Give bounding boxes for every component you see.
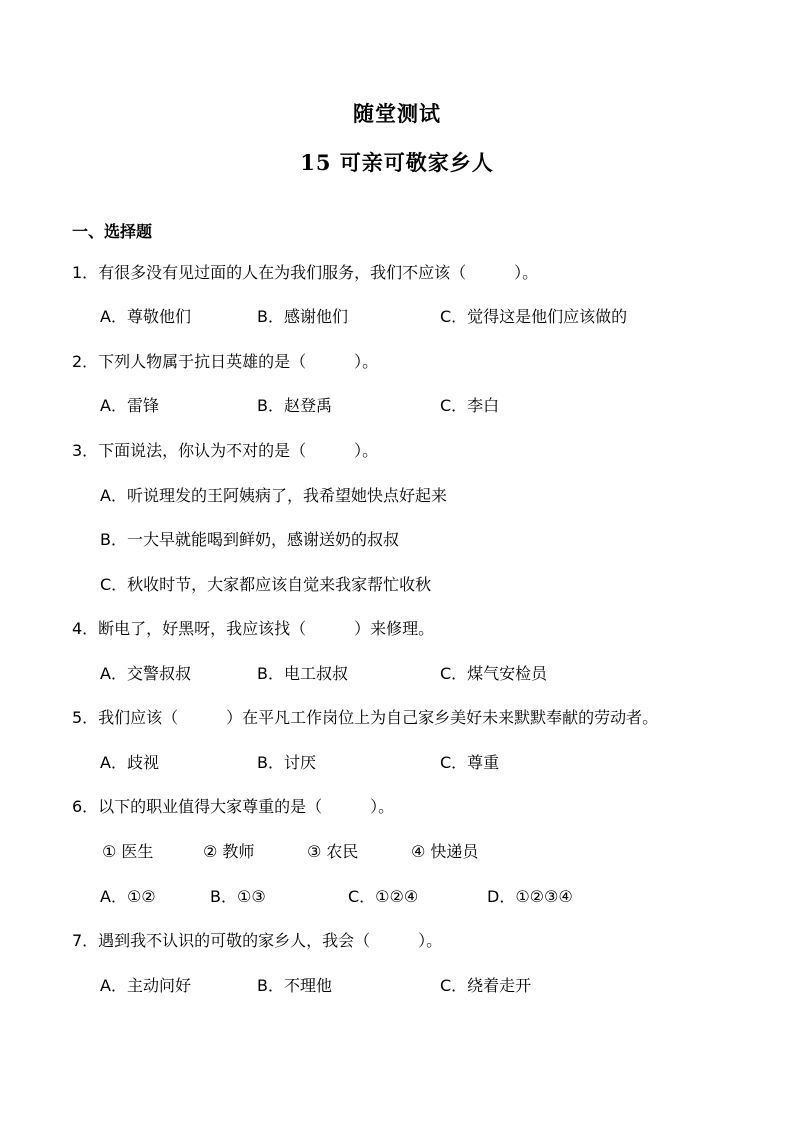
- question-6-options: [100, 887, 740, 907]
- question-2-option-c[interactable]: C．李白: [440, 396, 500, 415]
- question-4-option-c[interactable]: C．煤气安检员: [440, 664, 548, 683]
- question-4-options: [100, 664, 740, 684]
- question-5-option-b[interactable]: B．讨厌: [257, 753, 316, 772]
- question-6-item-4: ④ 快递员: [411, 842, 479, 861]
- question-3-option-a[interactable]: A．听说理发的王阿姨病了，我希望她快点好起来: [100, 486, 447, 505]
- question-6-option-d[interactable]: D．①②③④: [487, 887, 573, 906]
- question-4-option-b[interactable]: B．电工叔叔: [257, 664, 348, 683]
- question-6-items: [100, 842, 740, 862]
- question-2-option-b[interactable]: B．赵登禹: [257, 396, 332, 415]
- question-2-options: [100, 396, 740, 416]
- question-7-option-a[interactable]: A．主动问好: [100, 976, 191, 995]
- question-7-stem: 7．遇到我不认识的可敬的家乡人，我会（ ）。: [72, 931, 443, 950]
- question-3-option-c[interactable]: C．秋收时节，大家都应该自觉来我家帮忙收秋: [100, 575, 432, 594]
- question-7-option-c[interactable]: C．绕着走开: [440, 976, 532, 995]
- section-heading: 一、选择题: [72, 222, 153, 241]
- question-6-item-2: ② 教师: [203, 842, 255, 861]
- question-5-option-a[interactable]: A．歧视: [100, 753, 159, 772]
- question-6-item-1: ① 医生: [102, 842, 154, 861]
- question-7-option-b[interactable]: B．不理他: [257, 976, 332, 995]
- question-1-option-a[interactable]: A．尊敬他们: [100, 307, 191, 326]
- question-1-option-b[interactable]: B．感谢他们: [257, 307, 348, 326]
- question-3-option-b[interactable]: B．一大早就能喝到鲜奶，感谢送奶的叔叔: [100, 530, 399, 549]
- question-4-option-a[interactable]: A．交警叔叔: [100, 664, 191, 683]
- question-2-option-a[interactable]: A．雷锋: [100, 396, 159, 415]
- question-7-options: [100, 976, 740, 996]
- page-title: 随堂测试: [353, 101, 441, 126]
- question-5-options: [100, 753, 740, 773]
- question-6-option-b[interactable]: B．①③: [210, 887, 266, 906]
- question-6-item-3: ③ 农民: [307, 842, 359, 861]
- question-5-stem: 5．我们应该（ ）在平凡工作岗位上为自己家乡美好未来默默奉献的劳动者。: [72, 708, 659, 727]
- question-6-option-a[interactable]: A．①②: [100, 887, 156, 906]
- question-1-stem: 1．有很多没有见过面的人在为我们服务，我们不应该（ ）。: [72, 263, 539, 282]
- question-1-option-c[interactable]: C．觉得这是他们应该做的: [440, 307, 628, 326]
- question-6-option-c[interactable]: C．①②④: [348, 887, 419, 906]
- lesson-title: 15 可亲可敬家乡人: [300, 150, 494, 175]
- question-5-option-c[interactable]: C．尊重: [440, 753, 500, 772]
- question-4-stem: 4．断电了，好黑呀，我应该找（ ）来修理。: [72, 619, 435, 638]
- question-3-stem: 3．下面说法，你认为不对的是（ ）。: [72, 441, 379, 460]
- question-6-stem: 6．以下的职业值得大家尊重的是（ ）。: [72, 797, 395, 816]
- question-1-options: [100, 307, 740, 327]
- question-2-stem: 2．下列人物属于抗日英雄的是（ ）。: [72, 352, 379, 371]
